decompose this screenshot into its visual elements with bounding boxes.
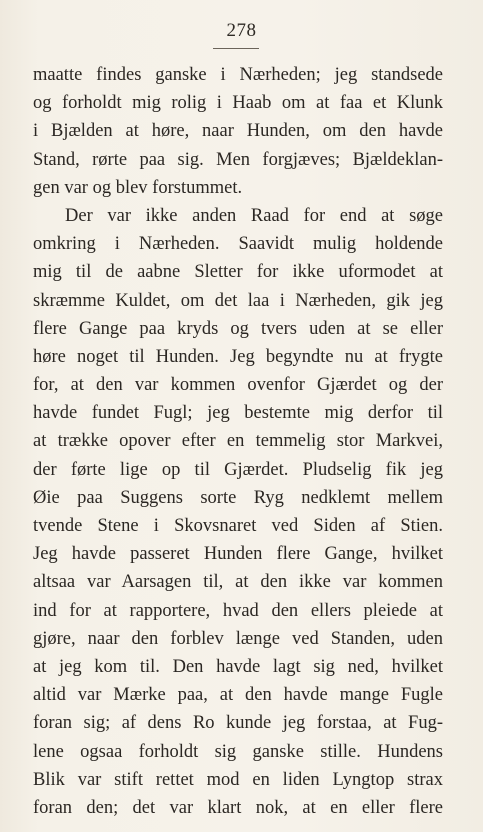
- text-line: at trække opover efter en temmelig stor Markvei,: [33, 431, 443, 452]
- text-line: altid var Mærke paa, at den havde mange Fugle: [33, 685, 443, 706]
- text-line: der førte lige op til Gjærdet. Pludselig fik jeg: [33, 459, 443, 480]
- body-text: [33, 61, 443, 822]
- text-line: at jeg kom til. Den havde lagt sig ned, hvilket: [33, 656, 443, 677]
- text-line: gjøre, naar den forblev længe ved Standen, uden: [33, 628, 443, 649]
- text-line: Jeg havde passeret Hunden flere Gange, hvilket: [33, 544, 443, 565]
- text-line: Øie paa Suggens sorte Ryg nedklemt mellem: [33, 487, 443, 508]
- text-line: altsaa var Aarsagen til, at den ikke var kommen: [33, 572, 443, 593]
- text-line: foran den; det var klart nok, at en eller flere: [33, 797, 443, 818]
- text-line: flere Gange paa kryds og tvers uden at se eller: [33, 318, 443, 339]
- text-line: tvende Stene i Skovsnaret ved Siden af Stien.: [33, 516, 443, 536]
- text-line: ind for at rapportere, hvad den ellers pleiede at: [33, 600, 443, 621]
- text-line: høre noget til Hunden. Jeg begyndte nu at frygte: [33, 346, 443, 367]
- text-line: havde fundet Fugl; jeg bestemte mig derfor til: [33, 403, 443, 424]
- text-line: skræmme Kuldet, om det laa i Nærheden, gik jeg: [33, 290, 443, 311]
- text-line: mig til de aabne Sletter for ikke uformodet at: [33, 262, 443, 283]
- page-number: 278: [226, 20, 257, 41]
- text-line: Blik var stift rettet mod en liden Lyngtop strax: [33, 769, 443, 790]
- text-line: Der var ikke anden Raad for end at søge: [65, 205, 443, 226]
- text-line: gen var og blev forstummet.: [33, 177, 243, 198]
- text-line: Stand, rørte paa sig. Men forgjæves; Bjældeklan-: [33, 149, 443, 170]
- text-line: og forholdt mig rolig i Haab om at faa et Klunk: [33, 93, 443, 114]
- page-number-rule: [213, 48, 259, 49]
- text-line: for, at den var kommen ovenfor Gjærdet og der: [33, 375, 443, 396]
- text-line: omkring i Nærheden. Saavidt mulig holdende: [33, 234, 443, 255]
- text-line: lene ogsaa forholdt sig ganske stille. Hundens: [33, 741, 443, 762]
- text-line: maatte findes ganske i Nærheden; jeg standsede: [33, 65, 443, 85]
- text-line: i Bjælden at høre, naar Hunden, om den havde: [33, 121, 443, 142]
- text-line: foran sig; af dens Ro kunde jeg forstaa, at Fug-: [33, 713, 443, 734]
